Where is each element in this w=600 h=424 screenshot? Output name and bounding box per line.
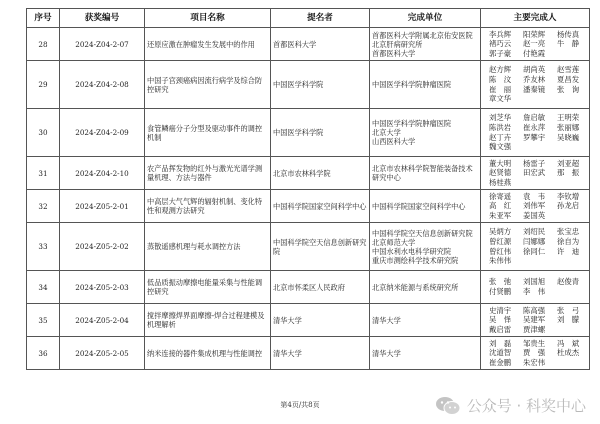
award-code: 2024-Z05-2-04 xyxy=(60,304,145,337)
contributor-name: 袁 韦 xyxy=(523,191,546,201)
completing-units xyxy=(370,157,481,190)
contributor-name: 张丽娜 xyxy=(557,122,580,132)
completing-units xyxy=(370,223,481,271)
contributor-name: 崔金鹏 xyxy=(489,357,512,367)
contributor-name xyxy=(557,325,587,335)
page-number: 第4页/共8页 xyxy=(280,401,320,409)
nominator: 中国科学院国家空间科学中心 xyxy=(271,190,370,223)
contributor-name: 贾 强 xyxy=(523,348,546,358)
contributor-name: 付艳霞 xyxy=(523,48,546,58)
project-title: 中高层大气气辉的辐射机制、变化特性和观测方法研究 xyxy=(145,190,271,223)
nominator: 中国医学科学院 xyxy=(271,109,370,157)
header-code: 获奖编号 xyxy=(60,9,145,28)
table-row xyxy=(27,304,590,337)
header-people: 主要完成人 xyxy=(481,9,590,28)
contributor-name: 田宏武 xyxy=(523,168,546,178)
contributor-name: 郭子豪 xyxy=(489,48,512,58)
contributor-name: 邹贵生 xyxy=(523,338,546,348)
table-row xyxy=(27,271,590,304)
contributor-name: 李兵辉 xyxy=(489,29,512,39)
project-title: 纳米连接的器件集成机理与性能调控 xyxy=(145,337,271,370)
contributor-name: 杨桂燕 xyxy=(489,177,512,187)
table-row xyxy=(27,337,590,370)
contributor-name xyxy=(557,49,587,59)
contributor-name: 张宝忠 xyxy=(557,227,580,237)
contributor-name: 戴启雷 xyxy=(489,324,512,334)
contributor-name: 沈道智 xyxy=(489,348,512,358)
unit-name: 中国医学科学院肿瘤医院 xyxy=(372,80,452,89)
unit-name: 重庆市测绘科学技术研究院 xyxy=(372,255,459,265)
contributor-name: 孙龙启 xyxy=(557,201,580,211)
row-number: 30 xyxy=(27,109,60,157)
contributor-name: 詹启敏 xyxy=(523,113,546,123)
unit-name: 北京师范大学 xyxy=(372,237,416,247)
contributor-name: 曾红源 xyxy=(489,236,512,246)
wechat-icon xyxy=(435,396,461,416)
contributor-name: 李 伟 xyxy=(523,287,546,296)
awards-table xyxy=(26,8,590,370)
award-code: 2024-Z04-2-10 xyxy=(60,157,145,190)
project-title: 蒸散遥感机理与耗水调控方法 xyxy=(145,223,271,271)
contributor-name xyxy=(557,358,587,368)
table-row xyxy=(27,190,590,223)
contributor-name: 刘 朦 xyxy=(557,315,580,325)
contributor-name: 崔 丽 xyxy=(489,84,512,94)
nominator: 中国医学科学院 xyxy=(271,61,370,109)
completing-units xyxy=(370,271,481,304)
contributor-name xyxy=(557,211,587,221)
contributor-name xyxy=(523,256,553,266)
contributor-name: 徐寄遥 xyxy=(489,191,512,201)
contributor-name: 徐自为 xyxy=(557,236,580,246)
award-code: 2024-Z04-2-07 xyxy=(60,28,145,61)
header-no: 序号 xyxy=(27,9,60,28)
contributor-name: 赵贤德 xyxy=(489,168,512,178)
nominator: 北京市怀柔区人民政府 xyxy=(271,271,370,304)
contributor-name: 阳荣辉 xyxy=(523,29,546,39)
completing-units xyxy=(370,304,481,337)
award-code: 2024-Z05-2-05 xyxy=(60,337,145,370)
contributor-name: 冯 斌 xyxy=(557,338,580,348)
contributor-name: 赵雪莲 xyxy=(557,65,580,75)
contributor-name: 付贤鹏 xyxy=(489,287,512,296)
contributor-name: 赵方辉 xyxy=(489,65,512,75)
header-nominator: 提名者 xyxy=(271,9,370,28)
row-number: 29 xyxy=(27,61,60,109)
row-number: 31 xyxy=(27,157,60,190)
table-row xyxy=(27,61,590,109)
contributor-name: 赵丁卉 xyxy=(489,132,512,142)
row-number: 32 xyxy=(27,190,60,223)
completing-units xyxy=(370,28,481,61)
contributor-name: 杨传真 xyxy=(557,29,580,39)
contributor-grid xyxy=(483,30,587,59)
contributor-name: 张 询 xyxy=(557,84,580,94)
watermark-text: 公众号 · 科奖中心 xyxy=(466,397,586,415)
contributor-name: 章文华 xyxy=(489,94,512,104)
table-row xyxy=(27,157,590,190)
project-title: 还原应激在肿瘤发生发展中的作用 xyxy=(145,28,271,61)
contributor-name: 许 迪 xyxy=(557,246,580,256)
contributor-name xyxy=(557,142,587,152)
project-title: 食管鳞癌分子分型及驱动事件的调控机制 xyxy=(145,109,271,157)
contributor-name: 刘伟军 xyxy=(523,201,546,211)
main-contributors xyxy=(481,337,590,370)
nominator: 中国科学院空天信息创新研究院 xyxy=(271,223,370,271)
contributor-name xyxy=(523,94,553,104)
contributor-name xyxy=(557,94,587,104)
row-number: 33 xyxy=(27,223,60,271)
contributor-name: 史清宇 xyxy=(489,305,512,315)
contributor-grid xyxy=(483,159,587,188)
contributor-name: 崔永萍 xyxy=(523,122,546,132)
nominator: 清华大学 xyxy=(271,337,370,370)
contributor-grid xyxy=(483,306,587,335)
completing-units xyxy=(370,61,481,109)
contributor-name: 魏文强 xyxy=(489,142,512,152)
unit-name: 北京纳米能源与系统研究所 xyxy=(372,282,459,292)
contributor-name: 夏昌发 xyxy=(557,74,580,84)
contributor-name: 胡尚英 xyxy=(523,65,546,75)
contributor-name: 吴 怿 xyxy=(489,315,512,325)
main-contributors xyxy=(481,304,590,337)
contributor-name: 张 弓 xyxy=(557,305,580,315)
nominator: 北京市农林科学院 xyxy=(271,157,370,190)
contributor-name: 吴建军 xyxy=(523,315,546,325)
contributor-name: 董大明 xyxy=(489,158,512,168)
contributor-name: 吴晓巍 xyxy=(557,132,580,142)
unit-name: 清华大学 xyxy=(372,348,401,358)
award-code: 2024-Z05-2-01 xyxy=(60,190,145,223)
contributor-name: 朱亚军 xyxy=(489,210,512,220)
row-number: 35 xyxy=(27,304,60,337)
contributor-grid xyxy=(483,113,587,151)
contributor-grid xyxy=(483,65,587,103)
contributor-name: 罗攀宇 xyxy=(523,132,546,142)
unit-name: 首都医科大学附属北京佑安医院 xyxy=(372,30,473,40)
project-title: 搅拌摩擦焊界面摩擦-焊合过程建模及机理解析 xyxy=(145,304,271,337)
contributor-name: 朱伟伟 xyxy=(489,256,512,266)
contributor-name: 闫娜娜 xyxy=(523,236,546,246)
award-code: 2024-Z05-2-02 xyxy=(60,223,145,271)
contributor-name: 乔友林 xyxy=(523,74,546,84)
main-contributors xyxy=(481,223,590,271)
contributor-name: 那 振 xyxy=(557,168,580,178)
contributor-name: 牛 静 xyxy=(557,39,580,49)
table-row xyxy=(27,109,590,157)
table-row xyxy=(27,223,590,271)
contributor-name: 吴炳方 xyxy=(489,227,512,237)
contributor-name: 朱宏伟 xyxy=(523,357,546,367)
contributor-name: 杜成杰 xyxy=(557,348,580,358)
contributor-name: 刘 磊 xyxy=(489,338,512,348)
table-header-row xyxy=(27,9,590,28)
contributor-grid xyxy=(483,227,587,265)
main-contributors xyxy=(481,28,590,61)
row-number: 28 xyxy=(27,28,60,61)
contributor-name: 刘亚超 xyxy=(557,158,580,168)
project-title: 农产品挥发物的红外与激光光谱学测量机理、方法与器件 xyxy=(145,157,271,190)
unit-name: 北京市农林科学院智能装备技术研究中心 xyxy=(372,164,473,182)
unit-name: 北京大学 xyxy=(372,128,401,137)
row-number: 36 xyxy=(27,337,60,370)
contributor-name: 曾红伟 xyxy=(489,246,512,256)
contributor-name: 刘绍民 xyxy=(523,227,546,237)
contributor-name: 潘秦镜 xyxy=(523,84,546,94)
contributor-name: 张 弛 xyxy=(489,277,512,287)
contributor-name: 赵俊青 xyxy=(557,277,580,287)
contributor-name xyxy=(557,256,587,266)
contributor-name xyxy=(523,178,553,188)
row-number: 34 xyxy=(27,271,60,304)
award-code: 2024-Z05-2-03 xyxy=(60,271,145,304)
contributor-name: 王明荣 xyxy=(557,113,580,123)
project-title: 低品质振动摩擦电能量采集与性能调控研究 xyxy=(145,271,271,304)
contributor-name: 赵一亮 xyxy=(523,39,546,49)
header-units: 完成单位 xyxy=(370,9,481,28)
contributor-name: 高 红 xyxy=(489,201,512,211)
unit-name: 北京肝病研究所 xyxy=(372,39,423,49)
completing-units xyxy=(370,109,481,157)
unit-name: 中国医学科学院肿瘤医院 xyxy=(372,119,452,128)
contributor-name: 刘芝华 xyxy=(489,113,512,123)
project-title: 中国子宫颈癌病因流行病学及综合防控研究 xyxy=(145,61,271,109)
contributor-name: 陈高强 xyxy=(523,305,546,315)
contributor-name xyxy=(557,178,587,188)
contributor-name: 刘国旭 xyxy=(523,277,546,287)
unit-name: 首都医科大学 xyxy=(372,48,416,58)
contributor-grid xyxy=(483,339,587,368)
nominator: 首都医科大学 xyxy=(271,28,370,61)
watermark xyxy=(435,395,586,416)
header-title: 项目名称 xyxy=(145,9,271,28)
main-contributors xyxy=(481,109,590,157)
contributor-name: 贾津螺 xyxy=(523,324,546,334)
contributor-grid xyxy=(483,192,587,221)
table-row xyxy=(27,28,590,61)
award-code: 2024-Z04-2-08 xyxy=(60,61,145,109)
contributor-name: 陈洪岩 xyxy=(489,122,512,132)
main-contributors xyxy=(481,157,590,190)
contributor-name xyxy=(523,142,553,152)
nominator: 清华大学 xyxy=(271,304,370,337)
unit-name: 山西医科大学 xyxy=(372,137,416,146)
unit-name: 中国水利水电科学研究院 xyxy=(372,246,452,256)
contributor-name: 陈 汶 xyxy=(489,74,512,84)
contributor-name: 徐同仁 xyxy=(523,246,546,256)
unit-name: 清华大学 xyxy=(372,315,401,325)
completing-units xyxy=(370,190,481,223)
main-contributors xyxy=(481,271,590,304)
contributor-name: 杨雷子 xyxy=(523,158,546,168)
contributor-name xyxy=(557,287,587,297)
contributor-grid xyxy=(483,277,587,296)
unit-name: 中国科学院空天信息创新研究院 xyxy=(372,228,473,238)
completing-units xyxy=(370,337,481,370)
contributor-name: 褚巧云 xyxy=(489,39,512,49)
award-code: 2024-Z04-2-09 xyxy=(60,109,145,157)
contributor-name: 李钦增 xyxy=(557,191,580,201)
main-contributors xyxy=(481,61,590,109)
unit-name: 中国科学院国家空间科学中心 xyxy=(372,201,466,211)
contributor-name: 姜国英 xyxy=(523,210,546,220)
main-contributors xyxy=(481,190,590,223)
